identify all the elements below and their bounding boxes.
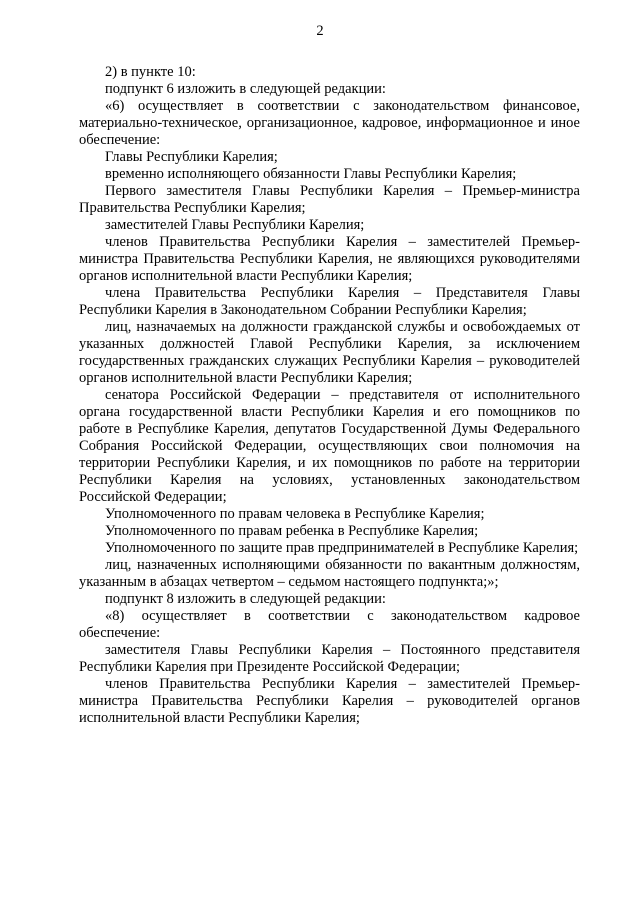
paragraph-subitem-6-intro: подпункт 6 изложить в следующей редакции: (105, 81, 386, 97)
list-item: заместителей Главы Республики Карелия; (105, 217, 365, 233)
paragraph-subitem-8-text: «8) осуществляет в соответствии с законодательством кадровое обеспечение: (79, 608, 580, 641)
list-item: членов Правительства Республики Карелия – заместителей Премьер-министра Правительства Республики Карелия – руководителей органов исполнительной власти Республики Карелия; (79, 676, 580, 726)
list-item: Первого заместителя Главы Республики Карелия – Премьер-министра Правительства Республики Карелия; (79, 183, 580, 216)
list-item: членов Правительства Республики Карелия – заместителей Премьер-министра Правительства Республики Карелия, не являющихся руководителями органов исполнительной власти Республики Карелия; (79, 234, 580, 284)
paragraph-item-2: 2) в пункте 10: (105, 64, 196, 80)
list-item: члена Правительства Республики Карелия – Представителя Главы Республики Карелия в Законодательном Собрании Республики Карелия; (79, 285, 580, 318)
list-item: Уполномоченного по правам человека в Республике Карелия; (105, 506, 485, 522)
paragraph-subitem-6-text: «6) осуществляет в соответствии с законодательством финансовое, материально-техническое, организационное, кадровое, информационное и иное обеспечение: (79, 98, 580, 148)
page-number: 2 (316, 23, 324, 39)
list-item: Уполномоченного по защите прав предпринимателей в Республике Карелия; (105, 540, 579, 556)
list-item: лиц, назначенных исполняющими обязанности по вакантным должностям, указанным в абзацах четвертом – седьмом настоящего подпункта;»; (79, 557, 580, 590)
list-item: Главы Республики Карелия; (105, 149, 278, 165)
paragraph-subitem-8-intro: подпункт 8 изложить в следующей редакции: (105, 591, 386, 607)
list-item: временно исполняющего обязанности Главы Республики Карелия; (105, 166, 517, 182)
list-item: Уполномоченного по правам ребенка в Республике Карелия; (105, 523, 479, 539)
document-body (79, 64, 580, 727)
list-item: сенатора Российской Федерации – представителя от исполнительного органа государственной власти Республики Карелия и его помощников по работе в Республике Карелия, депутатов Государственной Думы Федерального Собрания Российской Федерации, осуществляющих свои полномочия на территории Республики Карелия, и их помощников по работе на территории Республики Карелия на условиях, установленных законодательством Российской Федерации; (79, 387, 580, 505)
list-item: лиц, назначаемых на должности гражданской службы и освобождаемых от указанных должностей Главой Республики Карелия, за исключением государственных гражданских служащих Республики Карелия – руководителей органов исполнительной власти Республики Карелия; (79, 319, 580, 386)
list-item: заместителя Главы Республики Карелия – Постоянного представителя Республики Карелия при Президенте Российской Федерации; (79, 642, 580, 675)
